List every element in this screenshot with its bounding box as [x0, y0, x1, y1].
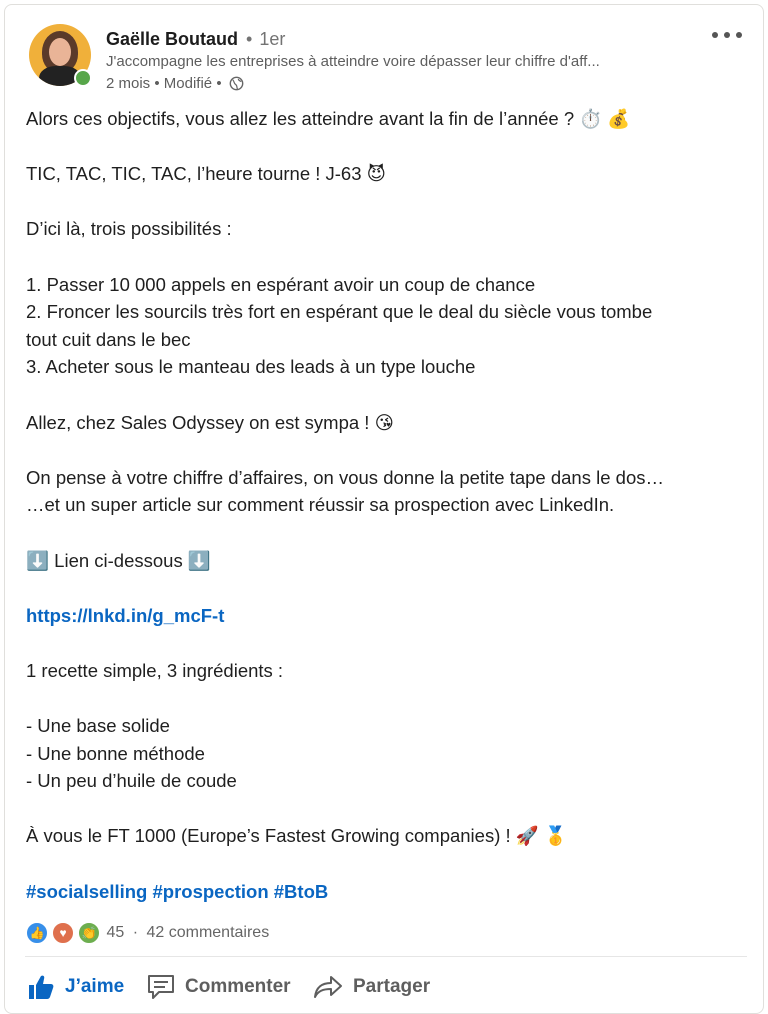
post-content: [26, 105, 726, 905]
post-time[interactable]: 2 mois: [106, 75, 151, 92]
author-line: [106, 28, 285, 50]
comments-count[interactable]: 42 commentaires: [146, 924, 270, 941]
post-text-line: - Un peu d’huile de coude: [26, 770, 237, 792]
share-arrow-icon: [313, 974, 343, 1000]
post-text-line: ⬇️ Lien ci-dessous ⬇️: [26, 549, 211, 571]
reaction-count[interactable]: 45: [106, 924, 125, 941]
post-text-line: …et un super article sur comment réussir sa prospection avec LinkedIn.: [26, 494, 615, 516]
comment-label: Commenter: [185, 976, 291, 997]
blank-line: [26, 850, 726, 878]
avatar-face: [49, 38, 71, 66]
post-text-line: D’ici là, trois possibilités :: [26, 218, 232, 240]
love-reaction-icon: ♥: [52, 922, 74, 944]
post-hashtags[interactable]: #socialselling #prospection #BtoB: [26, 880, 329, 902]
post-text-line: Allez, chez Sales Odyssey on est sympa ! 😘: [26, 411, 394, 433]
post-text-line: 1 recette simple, 3 ingrédients :: [26, 659, 284, 681]
blank-line: [26, 574, 726, 602]
post-meta: [106, 74, 244, 94]
post-text-line: Alors ces objectifs, vous allez les atteindre avant la fin de l’année ? ⏱️ 💰: [26, 108, 631, 129]
reaction-icons[interactable]: [26, 922, 102, 944]
blank-line: [26, 684, 726, 712]
comment-icon: [147, 974, 175, 1000]
social-counts[interactable]: [26, 921, 269, 945]
meta-separator-2: •: [216, 75, 222, 92]
post-edited: Modifié: [163, 75, 213, 92]
blank-line: [26, 188, 726, 216]
blank-line: [26, 629, 726, 657]
post-text-line: 3. Acheter sous le manteau des leads à un type louche: [26, 356, 476, 378]
thumbs-up-icon: [27, 974, 55, 1000]
more-options-icon[interactable]: [712, 32, 746, 42]
post-text-line: - Une base solide: [26, 715, 170, 737]
like-button[interactable]: [27, 965, 124, 1009]
post-text-line: On pense à votre chiffre d’affaires, on vous donne la petite tape dans le dos…: [26, 466, 664, 488]
post-text-line: - Une bonne méthode: [26, 742, 205, 764]
author-name[interactable]: Gaëlle Boutaud: [106, 29, 239, 49]
author-separator: •: [246, 29, 253, 49]
post-text-line: tout cuit dans le bec: [26, 328, 191, 350]
post-text-line: À vous le FT 1000 (Europe’s Fastest Growing companies) ! 🚀 🥇: [26, 825, 567, 847]
meta-separator-1: •: [154, 75, 160, 92]
blank-line: [26, 243, 726, 271]
author-headline[interactable]: J'accompagne les entreprises à atteindre voire dépasser leur chiffre d'aff...: [106, 53, 600, 70]
post-text-line: TIC, TAC, TIC, TAC, l’heure tourne ! J-63 😈: [26, 163, 386, 185]
post-card: [4, 4, 764, 1014]
action-bar: [5, 965, 763, 1009]
blank-line: [26, 381, 726, 409]
divider: [25, 956, 747, 957]
online-status-icon: [74, 69, 92, 87]
celebrate-reaction-icon: 👏: [78, 922, 100, 944]
post-header: [5, 5, 763, 95]
share-button[interactable]: [313, 965, 430, 1009]
like-label: J’aime: [65, 976, 125, 997]
connection-degree: 1er: [259, 29, 286, 49]
post-link[interactable]: https://lnkd.in/g_mcF-t: [26, 604, 225, 626]
blank-line: [26, 795, 726, 823]
comment-button[interactable]: [147, 965, 291, 1009]
post-text-line: 2. Froncer les sourcils très fort en espérant que le deal du siècle vous tombe: [26, 301, 653, 323]
counts-separator: ·: [132, 924, 139, 941]
share-label: Partager: [353, 976, 431, 997]
post-text-line: 1. Passer 10 000 appels en espérant avoir un coup de chance: [26, 273, 536, 295]
blank-line: [26, 436, 726, 464]
like-reaction-icon: 👍: [26, 922, 48, 944]
globe-icon: [229, 76, 244, 91]
blank-line: [26, 133, 726, 161]
blank-line: [26, 519, 726, 547]
